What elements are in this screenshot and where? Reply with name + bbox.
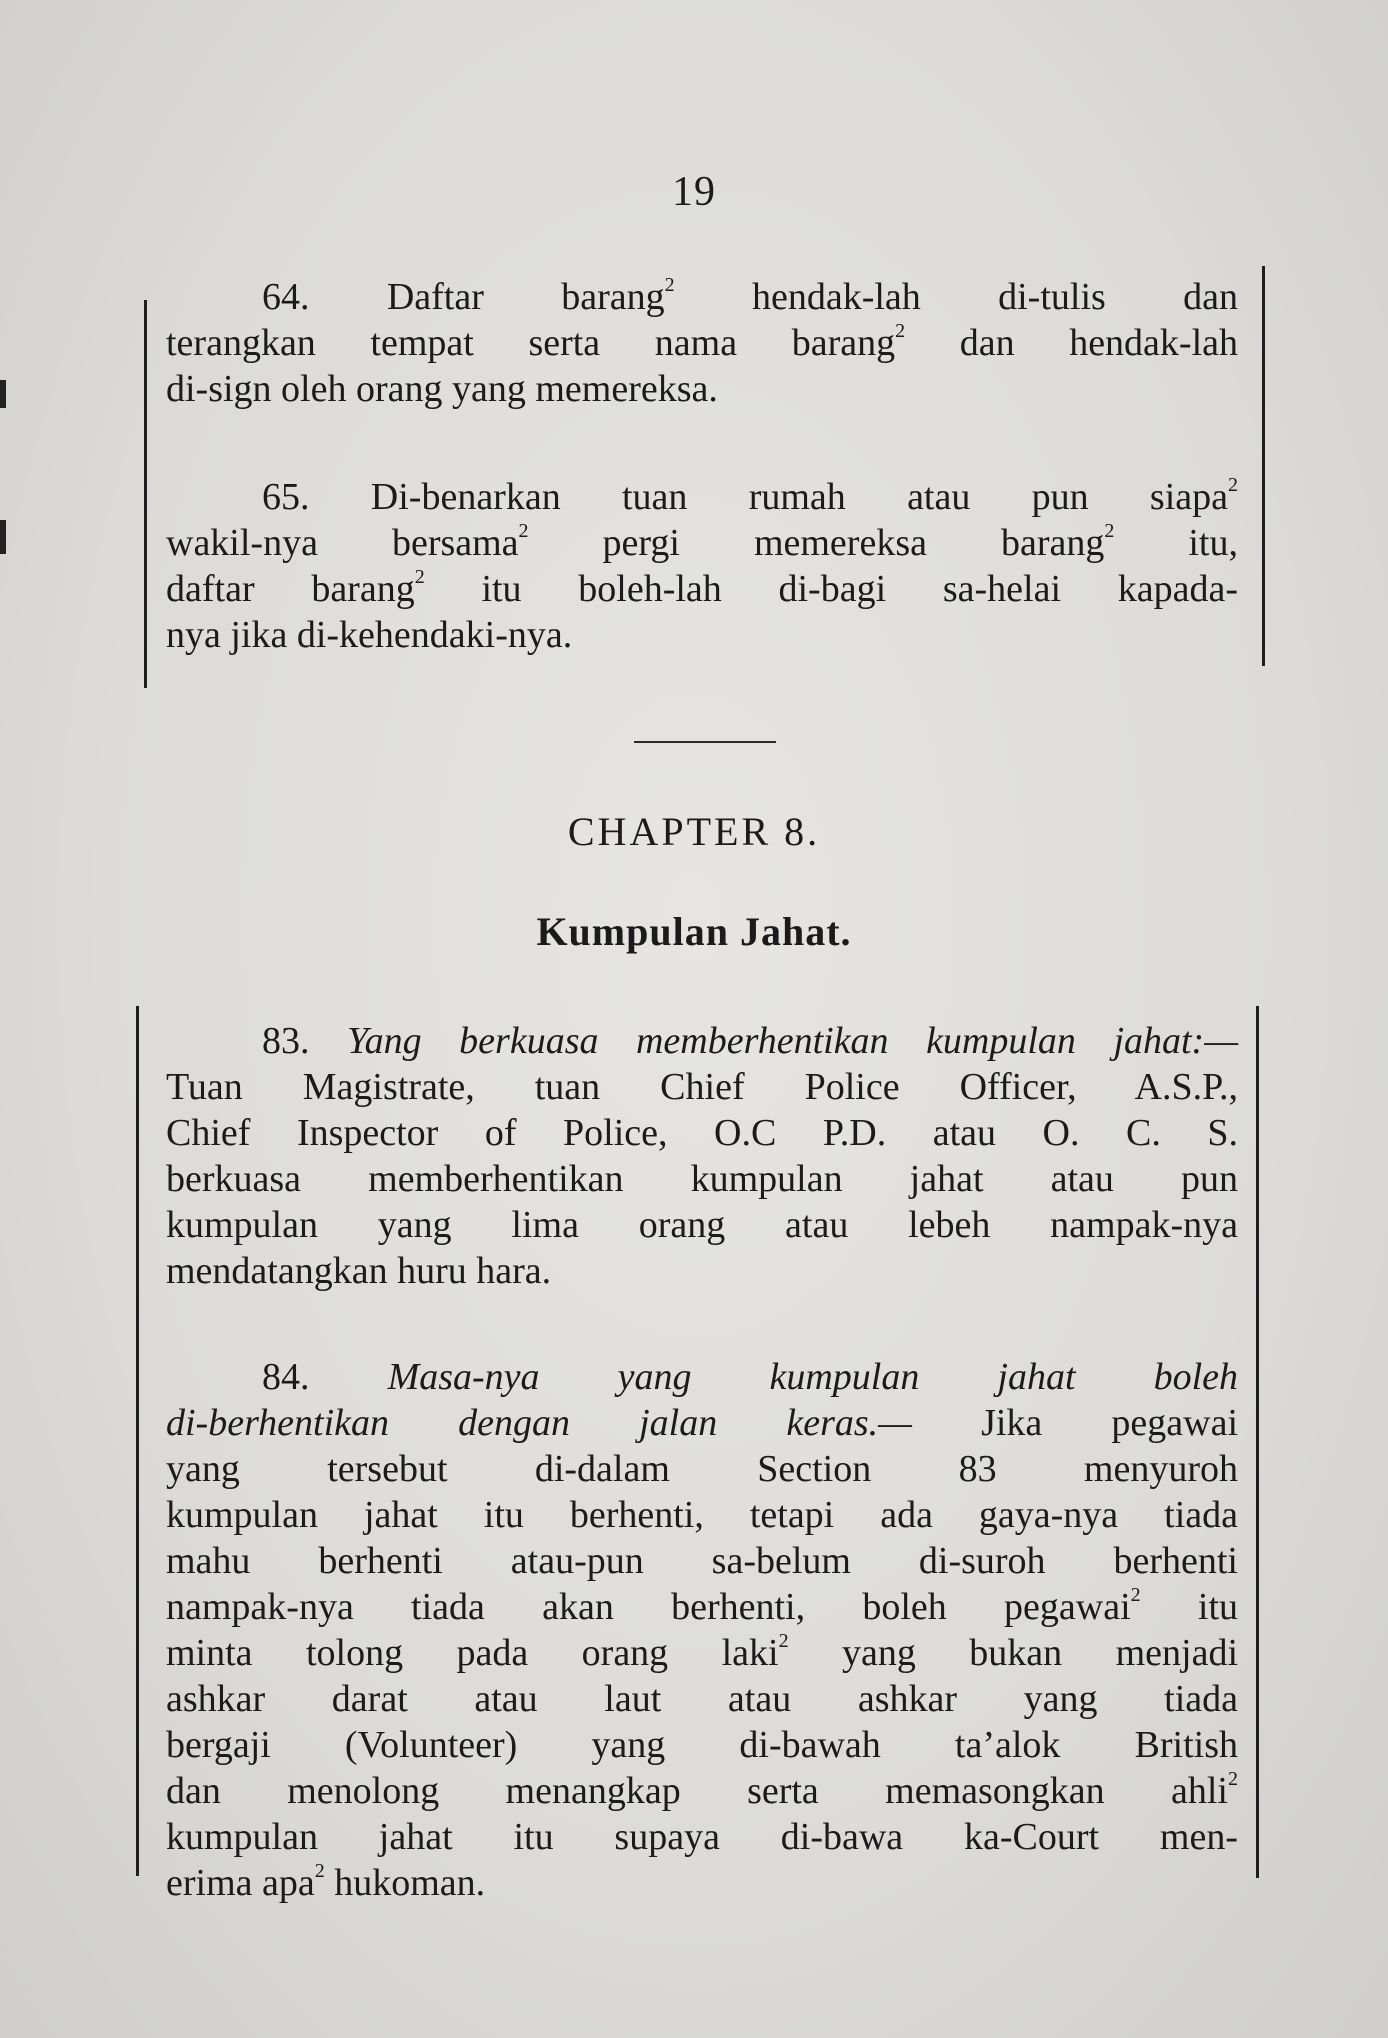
section-83 <box>166 1018 1238 1294</box>
chapter-subtitle: Kumpulan Jahat. <box>536 909 852 954</box>
section-84-line-7: minta tolong pada orang laki$^2$ yang bukan menjadi <box>166 1630 1239 1674</box>
section-64-line-2: terangkan tempat serta nama barang$^2$ dan hendak-lah <box>166 320 1238 364</box>
section-65-line-4: nya jika di-kehendaki-nya. <box>166 614 573 656</box>
section-84-line-5: mahu berhenti atau-pun sa-belum di-suroh berhenti <box>166 1540 1238 1582</box>
section-64 <box>166 274 1238 412</box>
section-83-line-2: Tuan Magistrate, tuan Chief Police Officer, A.S.P., <box>166 1066 1238 1108</box>
section-84-line-3: yang tersebut di-dalam Section 83 menyuroh <box>166 1448 1238 1490</box>
section-83-line-3: Chief Inspector of Police, O.C P.D. atau O. C. S. <box>166 1112 1238 1154</box>
section-65-line-2: wakil-nya bersama$^2$ pergi memereksa barang$^2$ itu, <box>166 520 1238 564</box>
section-83-line-4: berkuasa memberhentikan kumpulan jahat atau pun <box>166 1158 1238 1200</box>
margin-rule-left <box>136 1006 139 1876</box>
margin-rule-left <box>144 300 147 688</box>
section-84-line-4: kumpulan jahat itu berhenti, tetapi ada gaya-nya tiada <box>166 1494 1238 1536</box>
section-number: 84. <box>262 1356 310 1398</box>
margin-rule-right <box>1262 266 1265 666</box>
section-83-line-5: kumpulan yang lima orang atau lebeh nampak-nya <box>166 1204 1238 1246</box>
section-83-heading: Yang berkuasa memberhentikan kumpulan jahat:— <box>347 1020 1238 1062</box>
section-64-line-1: 64. Daftar barang$^2$ hendak-lah di-tulis dan <box>262 274 1238 318</box>
section-84-line-9: bergaji (Volunteer) yang di-bawah ta’alok British <box>166 1724 1238 1766</box>
section-83-line-1 <box>166 1018 1238 1064</box>
chapter-title: CHAPTER 8. <box>567 809 821 854</box>
section-84-heading: Masa-nya yang kumpulan jahat boleh <box>387 1356 1239 1398</box>
page-number: 19 <box>672 169 716 215</box>
section-number: 83. <box>262 1020 310 1062</box>
section-84 <box>166 1354 1238 1906</box>
section-84-line-2: di-berhentikan dengan jalan keras.— Jika pegawai <box>166 1402 1239 1444</box>
page-edge-mark <box>0 520 6 554</box>
section-number: 64. <box>262 276 310 318</box>
section-84-line-6: nampak-nya tiada akan berhenti, boleh pegawai$^2$ itu <box>166 1584 1238 1628</box>
section-number: 65. <box>262 476 310 518</box>
section-64-line-3: di-sign oleh orang yang memereksa. <box>166 368 718 410</box>
page-edge-mark <box>0 380 6 408</box>
section-84-line-8: ashkar darat atau laut atau ashkar yang tiada <box>166 1678 1238 1720</box>
section-83-line-6: mendatangkan huru hara. <box>166 1250 552 1292</box>
section-84-line-12: erima apa$^2$ hukoman. <box>166 1860 486 1904</box>
section-65 <box>166 474 1238 658</box>
section-84-line-1 <box>166 1354 1238 1400</box>
section-84-line-11: kumpulan jahat itu supaya di-bawa ka-Court men- <box>166 1816 1238 1858</box>
section-65-line-3: daftar barang$^2$ itu boleh-lah di-bagi sa-helai kapada- <box>166 566 1238 610</box>
section-84-line-10: dan menolong menangkap serta memasongkan ahli$^2$ <box>166 1768 1238 1812</box>
section-divider <box>634 741 776 743</box>
margin-rule-right <box>1256 1006 1259 1878</box>
section-65-line-1: 65. Di-benarkan tuan rumah atau pun siapa$^2$ <box>262 474 1239 518</box>
